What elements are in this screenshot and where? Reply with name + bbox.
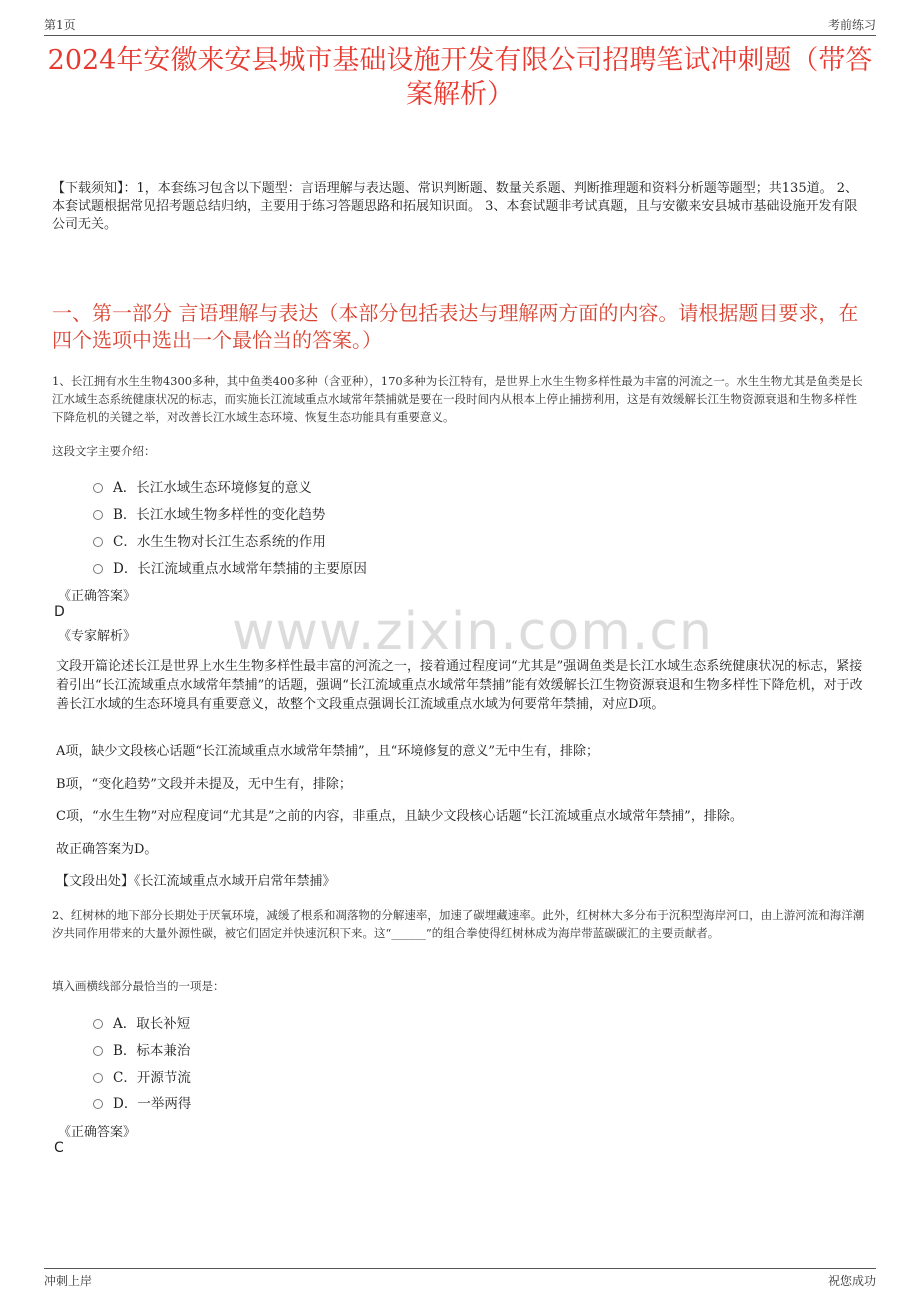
question-2-option-c[interactable] [93,1066,191,1086]
question-1-option-a[interactable] [93,476,312,496]
question-1-option-d[interactable] [93,557,367,577]
footer-left-text: 冲刺上岸 [44,1274,93,1288]
option-label: D．一举两得 [113,1096,192,1112]
page-number: 第1页 [44,18,76,32]
question-2-option-a[interactable] [93,1012,190,1032]
option-label: B．标本兼治 [113,1043,191,1059]
analysis-note-c: C项，“水生生物”对应程度词“尤其是”之前的内容，非重点，且缺少文段核心话题“长江流域重点水域常年禁捕”，排除。 [56,809,743,824]
radio-icon[interactable] [93,537,103,547]
footer-divider [44,1268,876,1269]
download-notice: 【下载须知】：1，本套练习包含以下题型：言语理解与表达题、常识判断题、数量关系题、判断推理题和资料分析题等题型；共135道。 2、本套试题根据常见招考题总结归纳，主要用于练习答题思路和拓展知识面。 3、本套试题非考试真题，且与安徽来安县城市基础设施开发有限公司无关。 [52,181,858,232]
radio-icon[interactable] [93,1073,103,1083]
text-source: 【文段出处】《长江流域重点水域开启常年禁捕》 [56,874,336,889]
option-label: C．水生生物对长江生态系统的作用 [113,534,326,550]
question-1-option-b[interactable] [93,503,325,523]
option-label: A．取长补短 [113,1016,191,1032]
correct-answer: C [54,1140,64,1156]
option-label: C．开源节流 [113,1070,191,1086]
question-2-text: 2、红树林的地下部分长期处于厌氧环境，减缓了根系和凋落物的分解速率，加速了碳埋藏速率。此外，红树林大多分布于沉积型海岸河口，由上游河流和海洋潮汐共同作用带来的大量外源性碳，被它们固定并快速沉积下来。这“______”的组合拳使得红树林成为海岸带蓝碳碳汇的主要贡献者。 [52,908,865,940]
analysis-note-b: B项，“变化趋势”文段并未提及，无中生有，排除； [56,777,352,792]
option-label: B．长江水域生物多样性的变化趋势 [113,507,326,523]
correct-answer-label: 《正确答案》 [58,589,137,604]
radio-icon[interactable] [93,564,103,574]
watermark: www.zixin.com.cn [232,602,713,662]
analysis-conclusion: 故正确答案为D。 [56,842,158,857]
analysis-note-a: A项，缺少文段核心话题“长江流域重点水域常年禁捕”，且“环境修复的意义”无中生有，排除； [56,744,599,759]
question-1-text: 1、长江拥有水生生物4300多种，其中鱼类400多种（含亚种），170多种为长江特有，是世界上水生生物多样性最为丰富的河流之一。水生生物尤其是鱼类是长江水域生态系统健康状况的标志，而实施长江流域重点水域常年禁捕就是要在一段时间内从根本上停止捕捞利用，这是有效缓解长江生物资源衰退和生物多样性下降危机的关键之举，对改善长江水域生态环境、恢复生态功能具有重要意义。 [52,374,863,424]
header-divider [44,35,876,36]
radio-icon[interactable] [93,1099,103,1109]
question-2-option-b[interactable] [93,1039,190,1059]
question-1-prompt: 这段文字主要介绍： [52,444,156,458]
section-heading: 一、第一部分 言语理解与表达（本部分包括表达与理解两方面的内容。请根据题目要求，在四个选项中选出一个最恰当的答案。） [52,301,859,352]
radio-icon[interactable] [93,483,103,493]
analysis-text: 文段开篇论述长江是世界上水生生物多样性最丰富的河流之一，接着通过程度词“尤其是”强调鱼类是长江水域生态系统健康状况的标志，紧接着引出“长江流域重点水域常年禁捕”的话题，强调“长江流域重点水域常年禁捕”能有效缓解长江生物资源衰退和生物多样性下降危机，对于改善长江水域的生态环境具有重要意义，故整个文段重点强调长江流域重点水域为何要常年禁捕，对应D项。 [56,659,863,712]
document-title: 2024年安徽来安县城市基础设施开发有限公司招聘笔试冲刺题（带答案解析） [47,45,873,110]
question-2-prompt: 填入画横线部分最恰当的一项是： [52,979,225,993]
correct-answer-label: 《正确答案》 [58,1125,137,1140]
header-label: 考前练习 [827,18,876,32]
question-2-option-d[interactable] [93,1092,191,1112]
option-label: A．长江水域生态环境修复的意义 [113,480,312,496]
radio-icon[interactable] [93,1046,103,1056]
radio-icon[interactable] [93,510,103,520]
option-label: D．长江流域重点水域常年禁捕的主要原因 [113,561,367,577]
footer-right-text: 祝您成功 [827,1274,876,1288]
radio-icon[interactable] [93,1019,103,1029]
question-1-option-c[interactable] [93,530,326,550]
analysis-label: 《专家解析》 [58,629,137,644]
correct-answer: D [54,604,65,620]
